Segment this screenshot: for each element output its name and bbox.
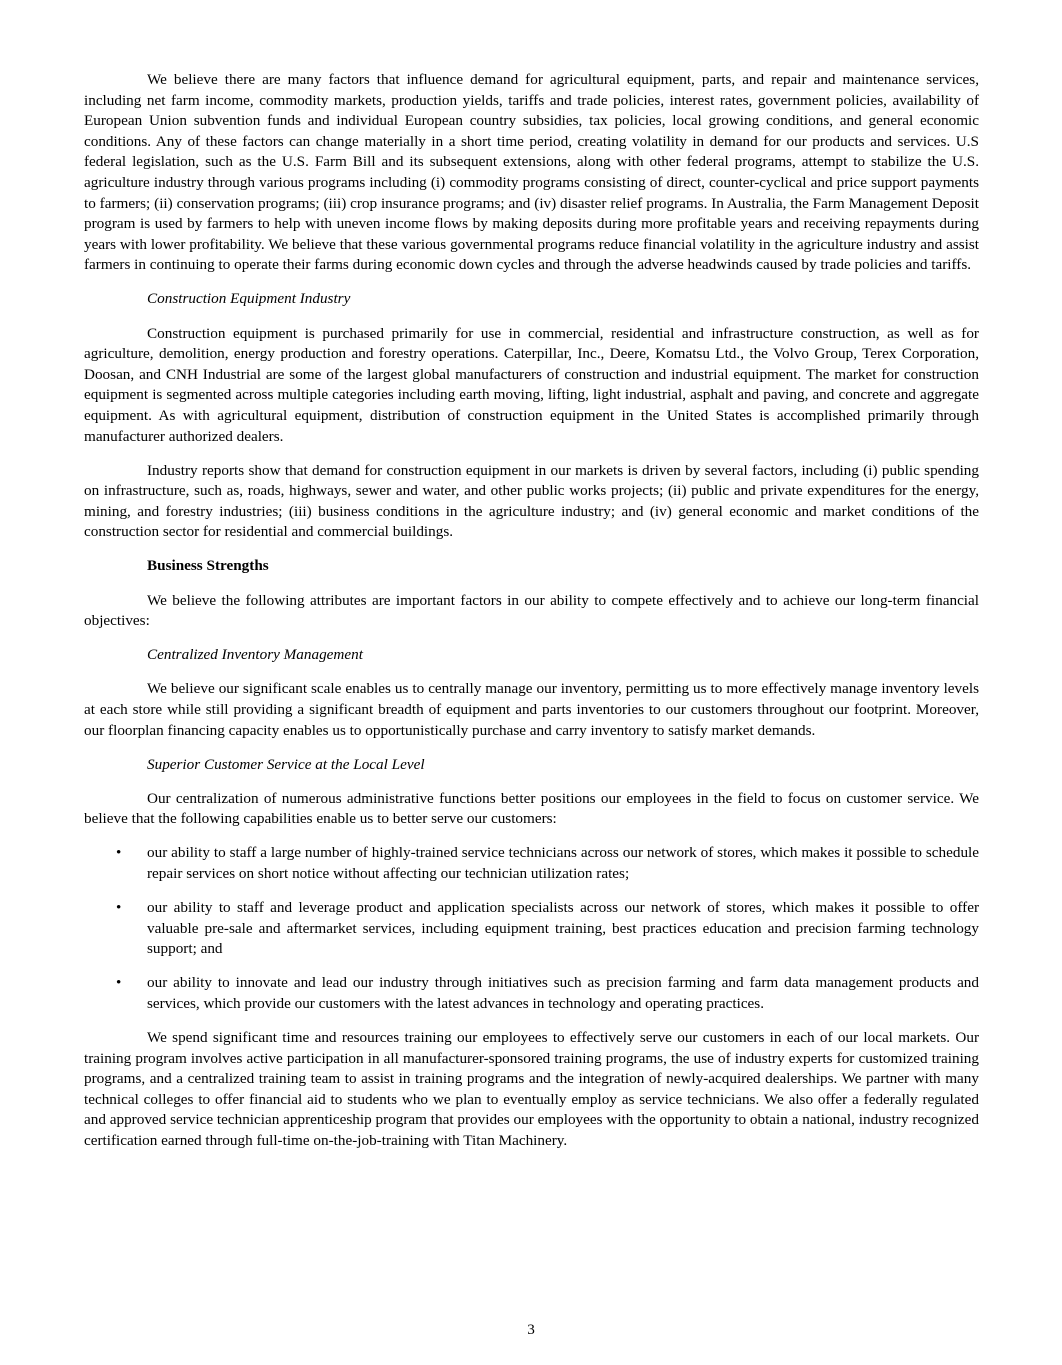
heading-construction-equipment-industry: Construction Equipment Industry — [147, 290, 351, 308]
paragraph-inventory: We believe our significant scale enables us to centrally manage our inventory, permitting us to more effectively manage inventory levels at each store while still providing a significant breadth of equipment and parts inventories to our customers throughout our footprint. Moreover, our floorplan financing capacity enables us to opportunistically purchase and carry inventory to satisfy market demands. — [84, 680, 979, 739]
paragraph-construction-demand: Industry reports show that demand for construction equipment in our markets is driven by several factors, including (i) public spending on infrastructure, such as, roads, highways, sewer and water, and other public works projects; (ii) public and private expenditures for the energy, mining, and forestry industries; (iii) business conditions in the agriculture industry; and (iv) general economic and market conditions of the construction sector for residential and commercial buildings. — [84, 461, 979, 541]
paragraph-demand-factors: We believe there are many factors that influence demand for agricultural equipment, parts, and repair and maintenance services, including net farm income, commodity markets, production yields, tariffs and trade policies, interest rates, government policies, availability of European Union subvention funds and individual European country subsidies, tax policies, local growing conditions, and general economic conditions. Any of these factors can change materially in a short time period, creating volatility in demand for our products and services. U.S federal legislation, such as the U.S. Farm Bill and its subsequent extensions, along with other federal programs, attempt to stabilize the U.S. agriculture industry through various programs including (i) commodity programs consisting of direct, counter-cyclical and price support payments to farmers; (ii) conservation programs; (iii) crop insurance programs; and (iv) disaster relief programs. In Australia, the Farm Management Deposit program is used by farmers to help with uneven income flows by making deposits during more profitable years and receiving repayments during years with lower profitability. We believe that these various governmental programs reduce financial volatility in the agriculture industry and assist farmers in continuing to operate their farms during economic down cycles and through the adverse headwinds caused by trade policies and tariffs. — [84, 71, 979, 274]
list-item-text: our ability to staff a large number of highly-trained service technicians across our network of stores, which makes it possible to schedule repair services on short notice without affecting our technician utilization rates; — [147, 844, 979, 882]
list-item-text: our ability to staff and leverage product and application specialists across our network of stores, which makes it possible to offer valuable pre-sale and aftermarket services, including equipment training, best practices education and precision farming technology support; and — [147, 899, 979, 958]
heading-centralized-inventory: Centralized Inventory Management — [147, 646, 363, 664]
document-page — [84, 70, 979, 1165]
paragraph-construction-equipment: Construction equipment is purchased primarily for use in commercial, residential and infrastructure construction, as well as for agriculture, demolition, energy production and forestry operations. Caterpillar, Inc., Deere, Komatsu Ltd., the Volvo Group, Terex Corporation, Doosan, and CNH Industrial are some of the largest global manufacturers of construction and industrial equipment. The market for construction equipment is segmented across multiple categories including earth moving, lifting, light industrial, asphalt and paving, and concrete and aggregate equipment. As with agricultural equipment, distribution of construction equipment in the United States is accomplished primarily through manufacturer authorized dealers. — [84, 324, 979, 445]
paragraph-training: We spend significant time and resources training our employees to effectively serve our customers in each of our local markets. Our training program involves active participation in all manufacturer-sponsored training programs, the use of industry experts for customized training programs, and a centralized training team to assist in training programs and the integration of newly-acquired dealerships. We partner with many technical colleges to offer financial aid to students who we plan to eventually employ as service technicians. We also offer a federally regulated and approved service technician apprenticeship program that provides our employees with the opportunity to obtain a national, industry recognized certification earned through full-time on-the-job-training with Titan Machinery. — [84, 1029, 979, 1150]
capabilities-list — [84, 843, 979, 1014]
paragraph-strengths-intro: We believe the following attributes are important factors in our ability to compete effectively and to achieve our long-term financial objectives: — [84, 591, 979, 630]
list-item — [84, 843, 979, 884]
list-item — [84, 898, 979, 960]
heading-customer-service: Superior Customer Service at the Local Level — [147, 755, 425, 773]
list-item — [84, 973, 979, 1014]
bullet-icon: • — [116, 899, 122, 917]
heading-business-strengths: Business Strengths — [147, 557, 269, 575]
page-number: 3 — [527, 1321, 535, 1338]
list-item-text: our ability to innovate and lead our industry through initiatives such as precision farming and farm data management products and services, which provide our customers with the latest advances in technology and operating practices. — [147, 974, 979, 1012]
bullet-icon: • — [116, 844, 122, 862]
paragraph-customer-service: Our centralization of numerous administrative functions better positions our employees in the field to focus on customer service. We believe that the following capabilities enable us to better serve our customers: — [84, 789, 979, 828]
bullet-icon: • — [116, 974, 122, 992]
